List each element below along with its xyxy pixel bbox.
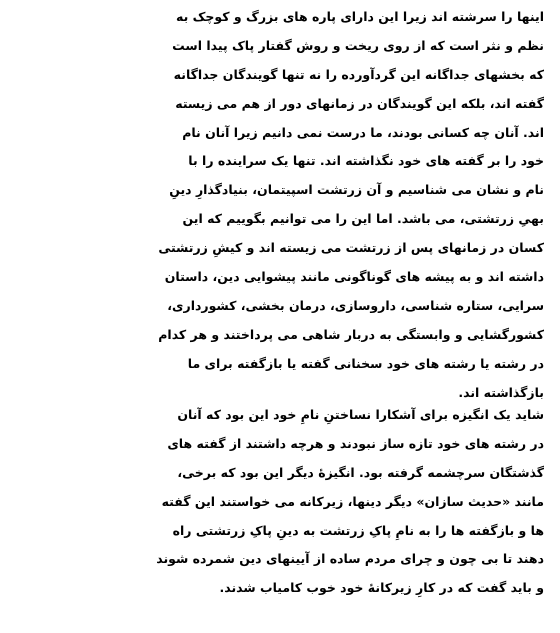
text-line: کشورگشایی و وابستگی به دربار شاهی می پرداختند و هر کدام (158, 326, 544, 342)
text-line: در رشته های خود تازه ساز نبودند و هرچه داشتند از گفته های (167, 435, 544, 451)
text-line: نام و نشان می شناسیم و آن زرتشت اسپیتمان، بنیادگذارِ دینِ (169, 182, 544, 198)
text-line: کسان در زمانهای پس از زرتشت می زیسته اند و کیشِ زرتشتی (158, 240, 544, 256)
text-line: و باید گفت که در کارِ زیرکانهٔ خود خوب کامیاب شدند. (219, 580, 544, 596)
text-line: اند. آنان چه کسانی بودند، ما درست نمی دانیم زیرا آنان نام (182, 124, 544, 140)
text-line: شاید یک انگیزه برای آشکارا نساختنِ نامِ خود این بود که آنان (177, 407, 544, 422)
text-line: گفته اند، بلکه این گویندگان در زمانهای دور از هم می زیسته (175, 95, 544, 111)
text-line: بهیِ زرتشتی، می باشد. اما این را می توانیم بگوییم که این (182, 211, 544, 227)
text-line: ها و بازگفته ها را به نامِ پاکِ زرتشت به دینِ پاکِ زرتشتی راه (172, 522, 544, 538)
text-line: بازگذاشته اند. (458, 384, 544, 400)
text-line: که بخشهای جداگانه این گردآورده را نه تنها گویندگان جداگانه (173, 66, 544, 82)
text-line: دهند تا بی چون و چرای مردم ساده از آیینهای دین شمرده شوند (156, 551, 544, 567)
text-line: اینها را سرشته اند زیرا این دارای پاره های بزرگ و کوچک به (176, 9, 544, 24)
text-line: مانند «حدیث سازان» دیگر دینها، زیرکانه می خواستند این گفته (161, 493, 544, 509)
text-line: خود را بر گفته های خود نگذاشته اند. تنها یک سراینده را با (188, 153, 544, 169)
text-line: نظم و نثر است که از روی ریخت و روش گفتار پاک پیدا است (172, 37, 544, 53)
text-line: داشته اند و به پیشه های گوناگونی مانند پیشوایی دین، داستان (164, 269, 544, 285)
text-line: گذشتگان سرچشمه گرفته بود. انگیزهٔ دیگر این بود که برخی، (177, 464, 544, 480)
paragraph-2 (14, 401, 544, 603)
text-line: در رشته یا رشته های خود سخنانی گفته یا بازگفته برای ما (187, 355, 544, 371)
text-line: سرایی، ستاره شناسی، داروسازی، درمان بخشی، کشورداری، (167, 297, 544, 313)
paragraph-1 (14, 3, 544, 407)
